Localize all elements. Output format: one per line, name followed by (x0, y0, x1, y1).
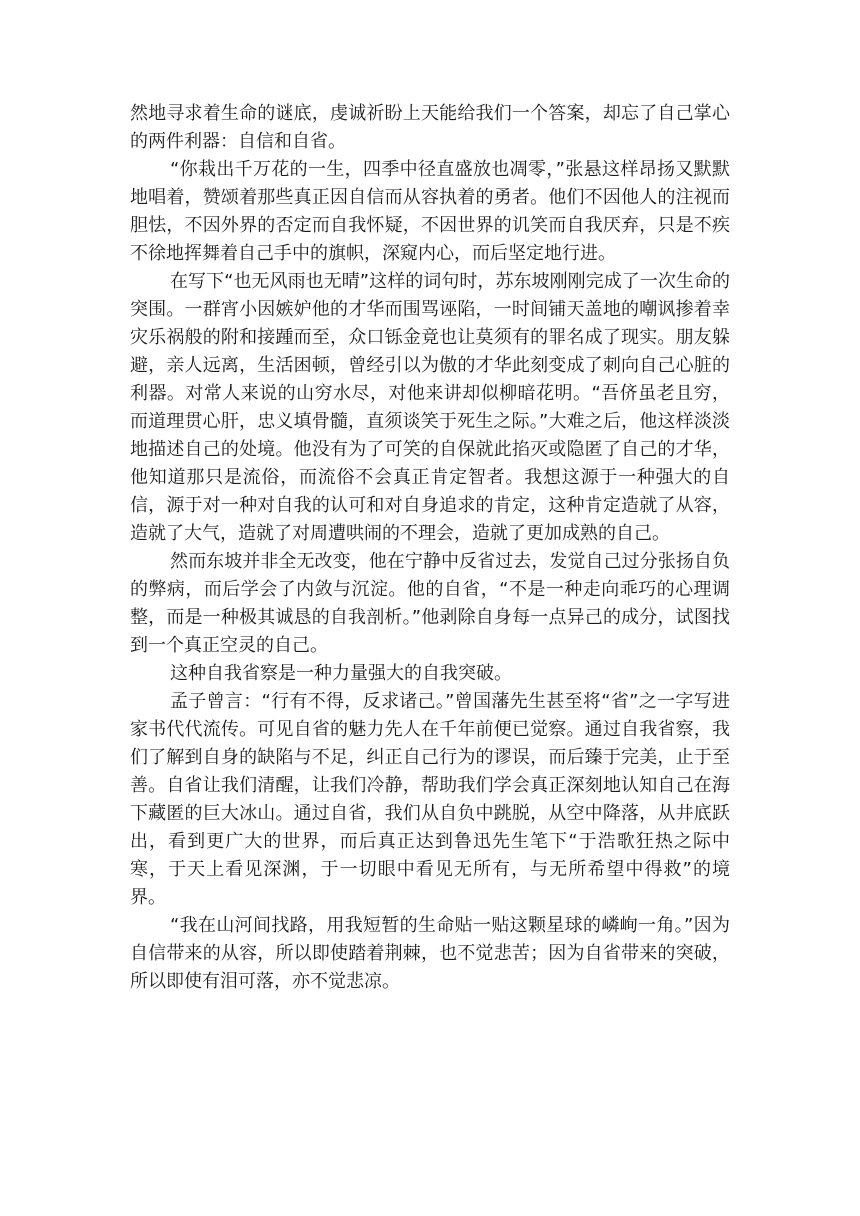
paragraph: 然地寻求着生命的谜底，虔诚祈盼上天能给我们一个答案，却忘了自己掌心的两件利器：自信和自省。 (130, 103, 730, 152)
paragraph: “你栽出千万花的一生，四季中径直盛放也凋零，”张悬这样昂扬又默默地唱着，赞颂着那些真正因自信而从容执着的勇者。他们不因他人的注视而胆怯，不因外界的否定而自我怀疑，不因世界的讥笑而自我厌弃，只是不疾不徐地挥舞着自己手中的旗帜，深窥内心，而后坚定地行进。 (130, 159, 730, 264)
document-body (130, 100, 730, 996)
paragraph: 这种自我省察是一种力量强大的自我突破。 (170, 663, 512, 684)
paragraph: 在写下“也无风雨也无晴”这样的词句时，苏东坡刚刚完成了一次生命的突围。一群宵小因嫉妒他的才华而围骂诬陷，一时间铺天盖地的嘲讽掺着幸灾乐祸般的附和接踵而至，众口铄金竟也让莫须有的罪名成了现实。朋友躲避，亲人远离，生活困顿，曾经引以为傲的才华此刻变成了刺向自己心脏的利器。对常人来说的山穷水尽，对他来讲却似柳暗花明。“吾侪虽老且穷，而道理贯心肝，忠义填骨髓，直须谈笑于死生之际。”大难之后，他这样淡淡地描述自己的处境。他没有为了可笑的自保就此掐灭或隐匿了自己的才华，他知道那只是流俗，而流俗不会真正肯定智者。我想这源于一种强大的自信，源于对一种对自我的认可和对自身追求的肯定，这种肯定造就了从容，造就了大气，造就了对周遭哄闹的不理会，造就了更加成熟的自己。 (130, 271, 730, 544)
paragraph: 然而东坡并非全无改变，他在宁静中反省过去，发觉自己过分张扬自负的弊病，而后学会了内敛与沉淀。他的自省，“不是一种走向乖巧的心理调整，而是一种极其诚恳的自我剖析。”他剥除自身每一点异己的成分，试图找到一个真正空灵的自己。 (130, 551, 730, 656)
paragraph: “我在山河间找路，用我短暂的生命贴一贴这颗星球的嶙峋一角。”因为自信带来的从容，所以即使踏着荆棘，也不觉悲苦；因为自省带来的突破，所以即使有泪可落，亦不觉悲凉。 (130, 915, 730, 992)
paragraph: 孟子曾言：“行有不得，反求诸己。”曾国藩先生甚至将“省”之一字写进家书代代流传。可见自省的魅力先人在千年前便已觉察。通过自我省察，我们了解到自身的缺陷与不足，纠正自己行为的谬误，而后臻于完美，止于至善。自省让我们清醒，让我们冷静，帮助我们学会真正深刻地认知自己在海下藏匿的巨大冰山。通过自省，我们从自负中跳脱，从空中降落，从井底跃出，看到更广大的世界，而后真正达到鲁迅先生笔下“于浩歌狂热之际中寒，于天上看见深渊，于一切眼中看见无所有，与无所希望中得救”的境界。 (130, 691, 730, 908)
